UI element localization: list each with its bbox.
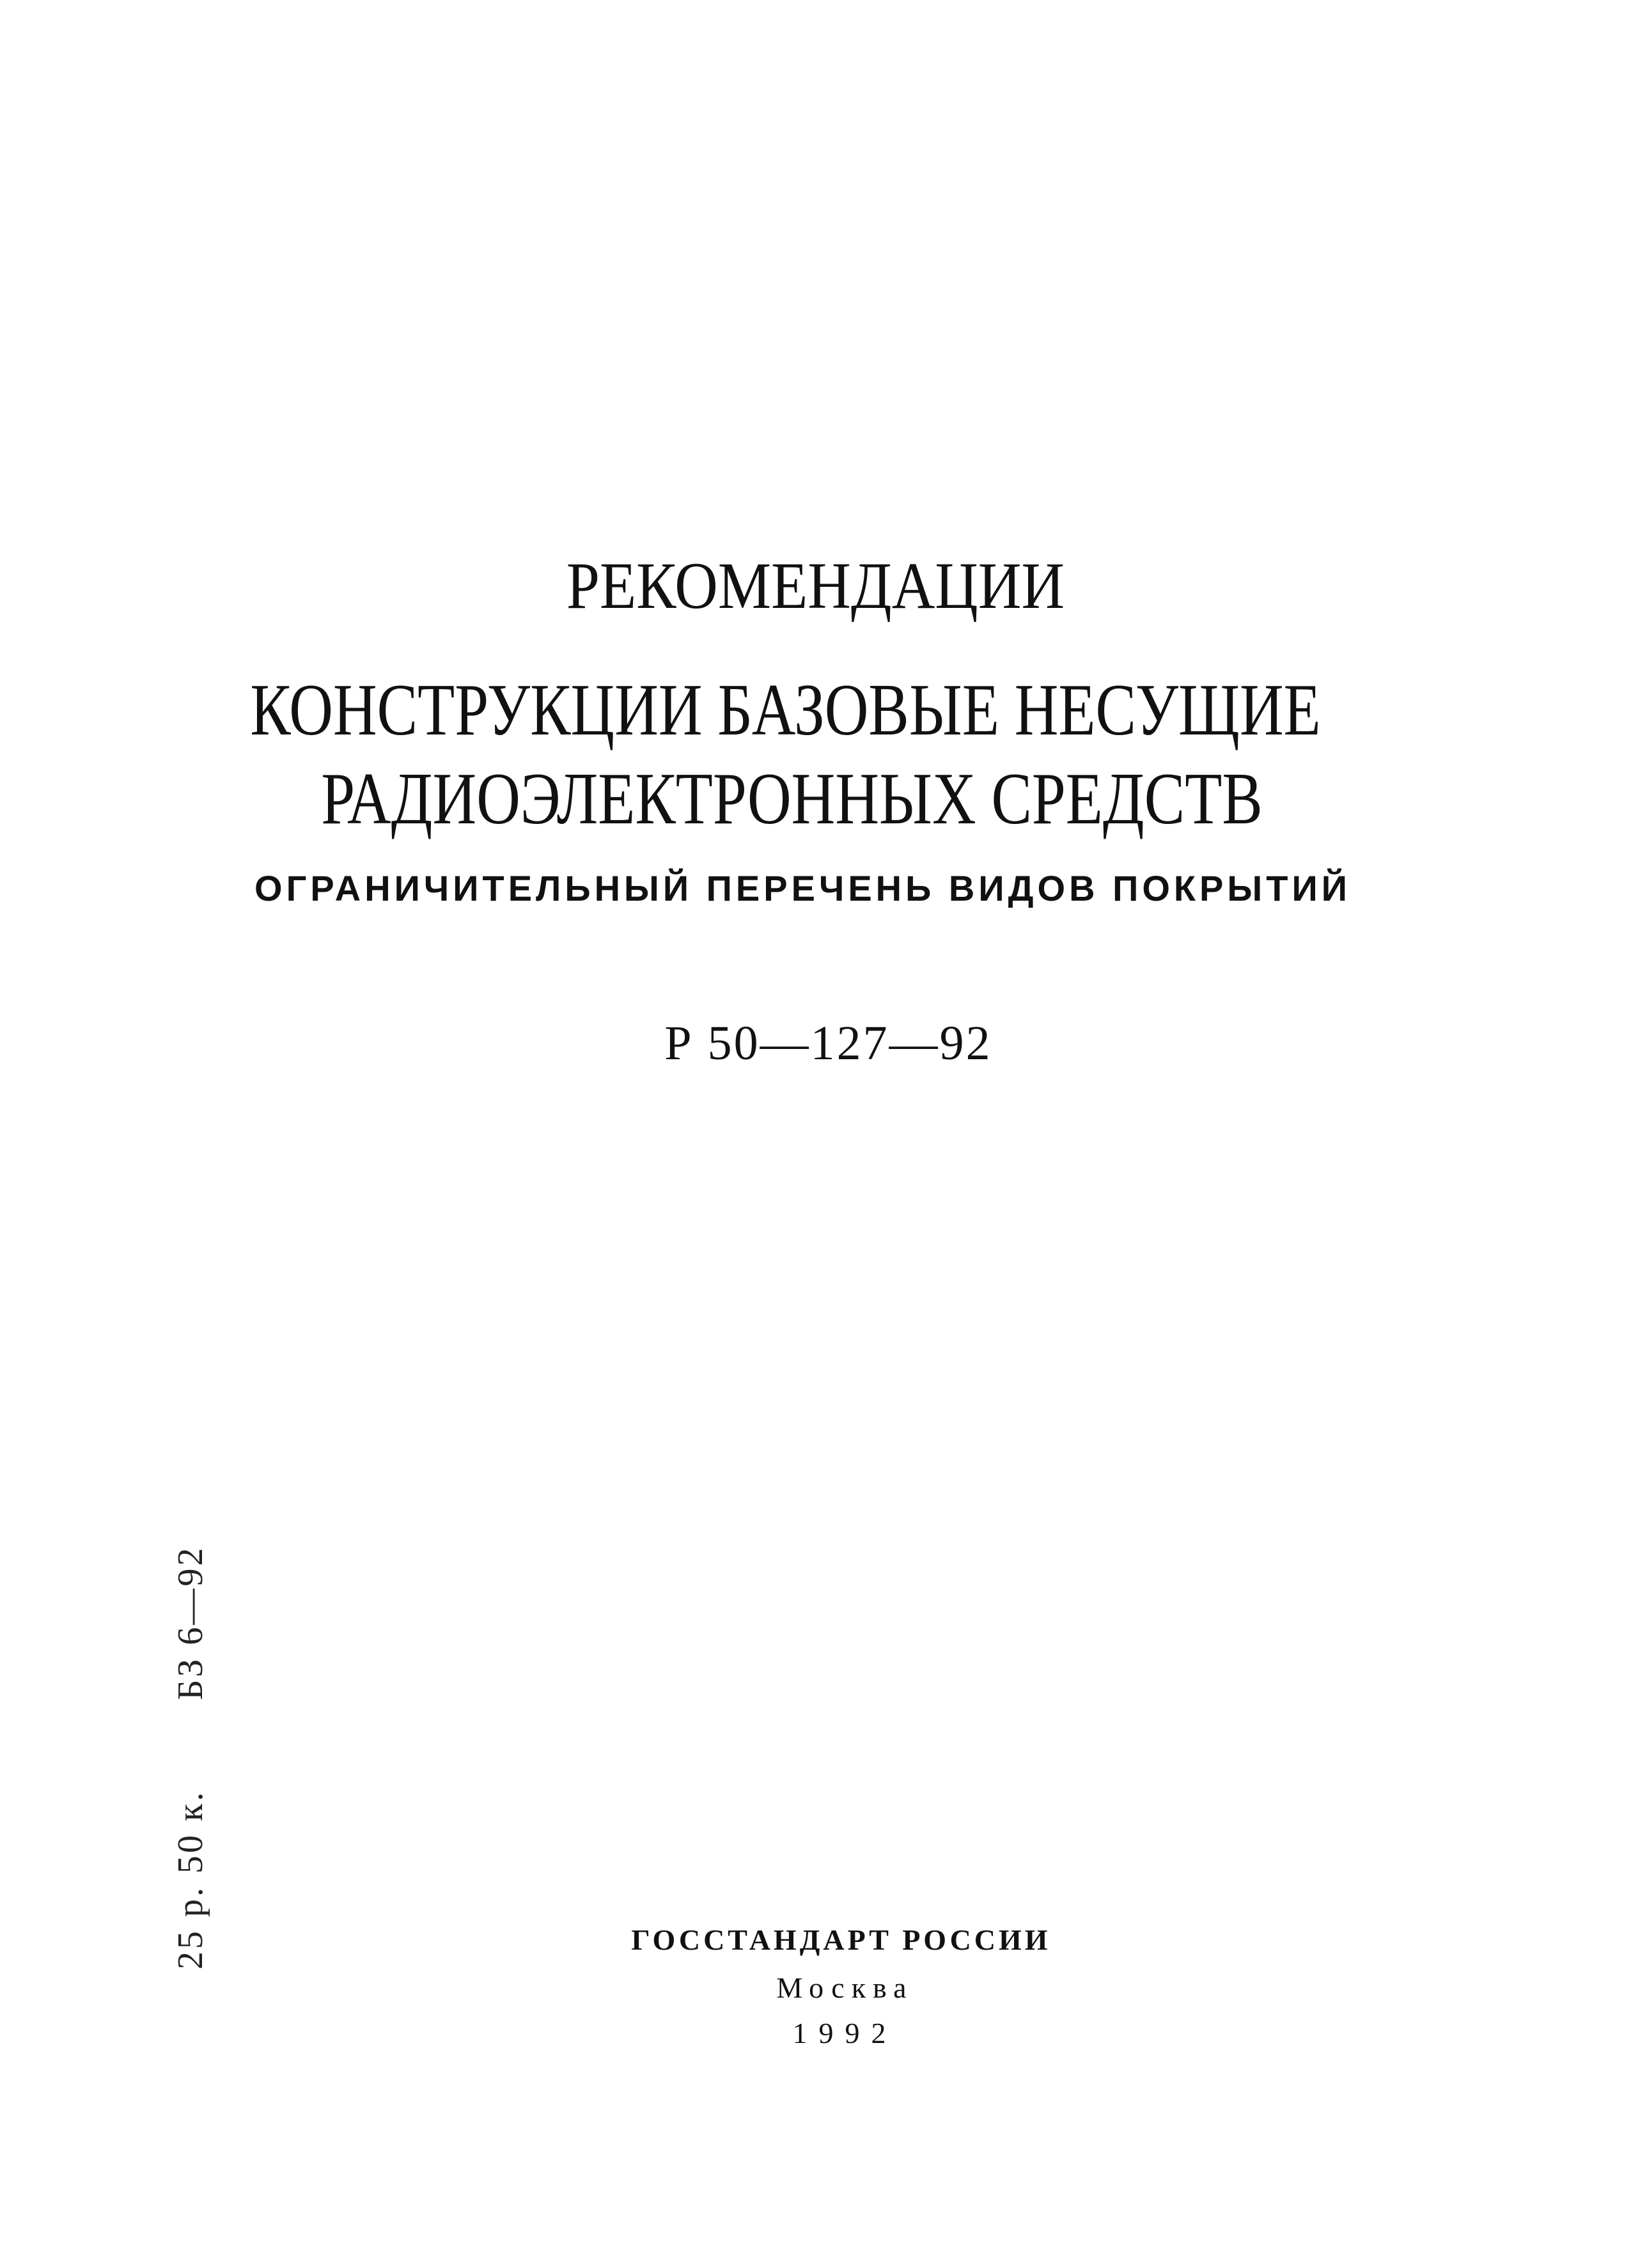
publication-year: 1992 — [792, 2017, 898, 2049]
document-title-line-1: КОНСТРУКЦИИ БАЗОВЫЕ НЕСУЩИЕ — [250, 669, 1321, 751]
document-title-line-2: РАДИОЭЛЕКТРОННЫХ СРЕДСТВ — [321, 758, 1263, 840]
price-label: 25 р. 50 к. — [171, 1789, 210, 1969]
document-kind: РЕКОМЕНДАЦИИ — [566, 549, 1065, 623]
catalog-label: БЗ 6—92 — [171, 1545, 210, 1700]
publication-city: Москва — [776, 1971, 914, 2004]
document-designation: Р 50—127—92 — [664, 1016, 992, 1070]
document-subtitle: ОГРАНИЧИТЕЛЬНЫЙ ПЕРЕЧЕНЬ ВИДОВ ПОКРЫТИЙ — [254, 868, 1351, 908]
side-note — [173, 1546, 208, 1969]
publisher: ГОССТАНДАРТ РОССИИ — [631, 1923, 1051, 1956]
